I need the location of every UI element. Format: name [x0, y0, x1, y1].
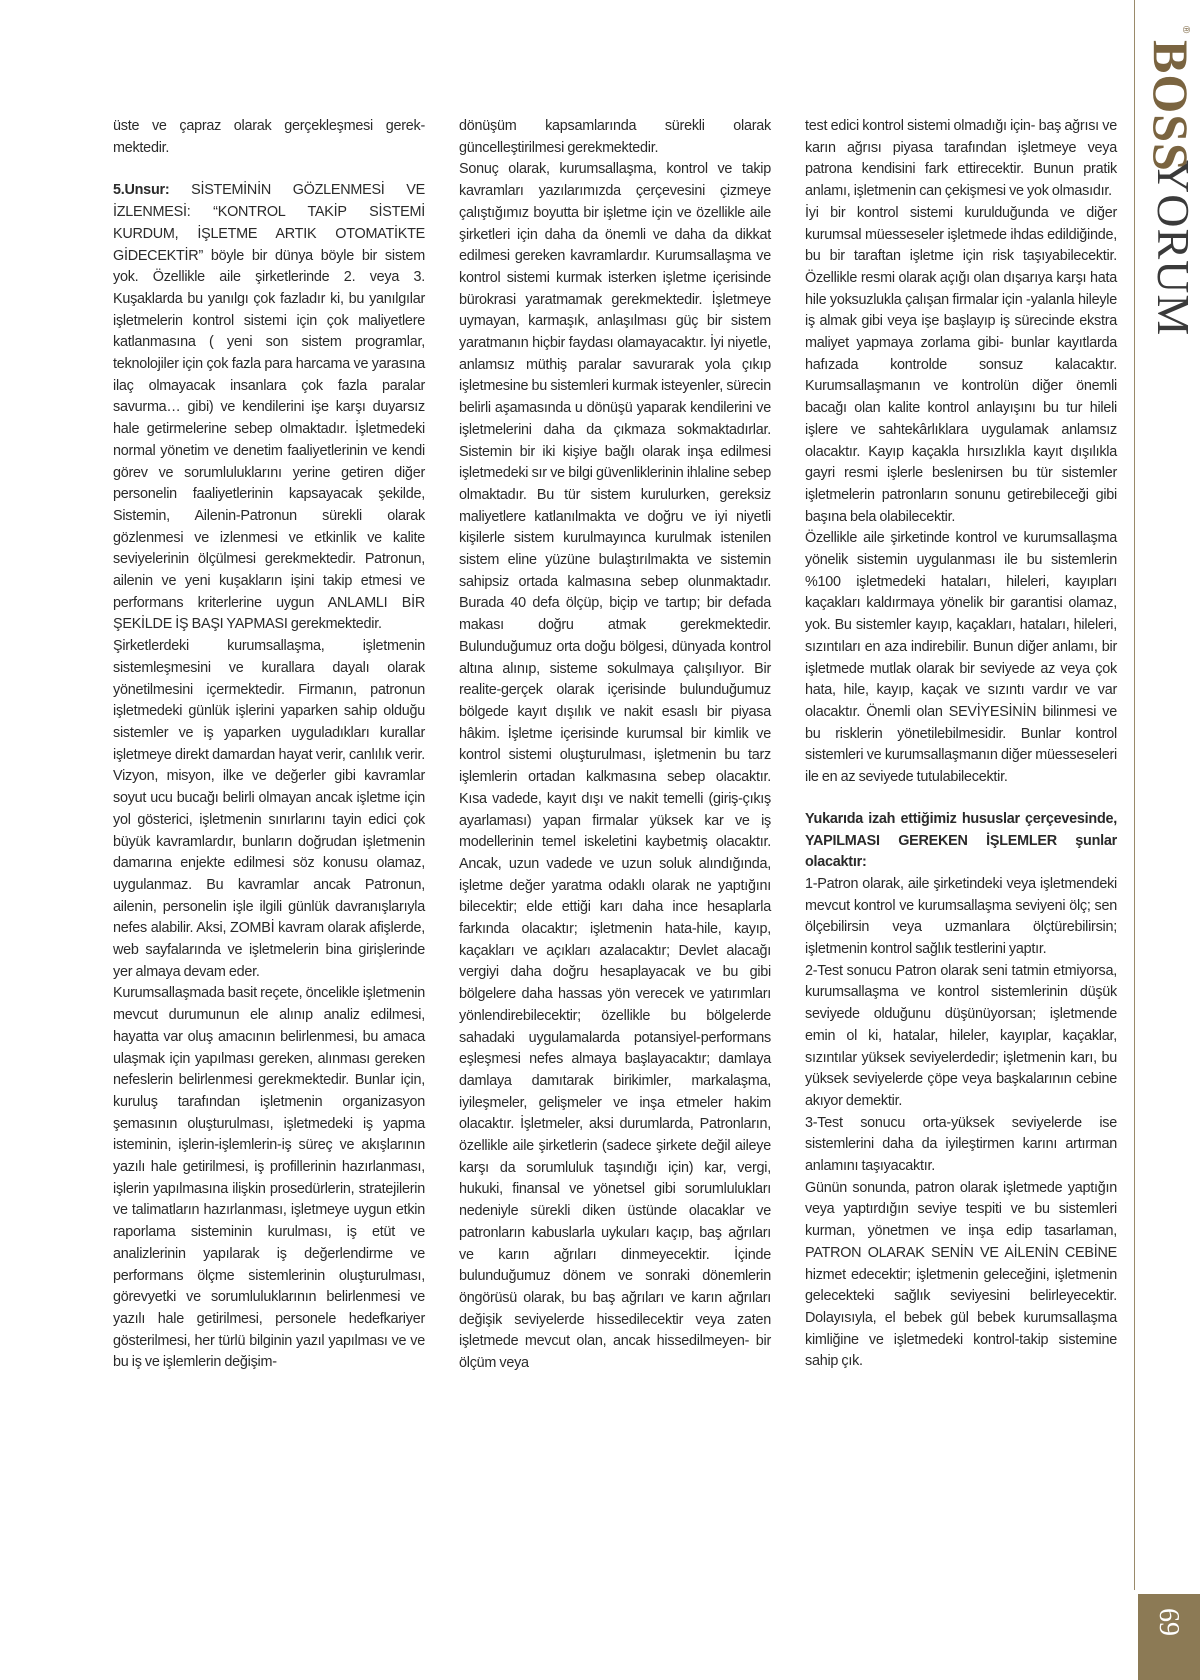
list-item: 3-Test sonucu orta-yüksek seviyelerde ise sistemlerini daha da iyileştirmen karını artırman anlamını taşıyacaktır. [805, 1114, 1117, 1175]
paragraph: üste ve çapraz olarak gerçekleşmesi gerek-mektedir. [113, 118, 425, 156]
section-heading: Yukarıda izah ettiğimiz hususlar çerçevesinde, YAPILMASI GEREKEN İŞLEMLER şunlar olacaktır: [805, 810, 1117, 871]
registered-mark: ® [1180, 25, 1192, 34]
list-item: 2-Test sonucu Patron olarak seni tatmin etmiyorsa, kurumsallaşma ve kontrol sistemlerinin düşük seviyede olduğunu düşünüyorsan; işletmende emin ol ki, hatalar, hileler, kayıplar, kaçaklar, sızıntılar yüksek seviyelerdedir; işletmenin karı, bu yüksek seviyelerde çöpe veya başkalarının cebine akıyor demektir. [805, 962, 1117, 1109]
paragraph: Özellikle aile şirketinde kontrol ve kurumsallaşma yönelik sistemin uygulanması ile bu sistemlerin %100 işletmedeki hataları, hileleri, kayıpları kaçakları kaldırmaya yönelik bir garantisi olamaz, yok. Bu sistemler kayıp, kaçakları, hataları, hileleri, sızıntıları en aza indirebilir. Bunun diğer anlamı, bir işletmede mutlak olarak bir seviyede az veya çok hata, hile, kayıp, kaçak ve sızıntı vardır ve var olacaktır. Önemli olan SEVİYESİNİN bilinmesi ve bu risklerin yönetilebilmesidir. Bunlar kontrol sistemleri ve kurumsallaşmanın diğer müesseseleri ile en az seviyede tutulabilecektir. [805, 530, 1117, 786]
brand-logo: BOSS [1143, 40, 1199, 172]
paragraph: İyi bir kontrol sistemi kurulduğunda ve diğer kurumsal müesseseler işletmede ihdas edildiğinde, bu bir taraftan işletme için risk taşıyabilecektir. Özellikle resmi olarak açığı olan dışarıya karşı hata hile yoksuzlukla çalışan firmalar için -yalanla hileyle iş almak gibi veya işe başlayıp iş sürecinde ekstra maliyet yapmaya zorlama gibi- bunlar kayıtlarda hafızada kontrolde sonsuz kalacaktır. Kurumsallaşmanın ve kontrolün diğer önemli bacağı olan kalite kontrol anlayışını bu tur hileli işlere ve sahtekârlıklara uygulamak anlamsız olacaktır. Kayıp kaçakla hırsızlıkla kayıt dışılıkla gayri resmi işlerle beslenirsen bu tür sistemler işletmelerin patronların sonunu getirebileceği gibi başına bela olabilecektir. [805, 204, 1117, 525]
paragraph-text: SİSTEMİNİN GÖZLENMESİ VE İZLENMESİ: “KONTROL TAKİP SİSTEMİ KURDUM, İŞLETME ARTIK OTOMATİKTE GİDECEKTİR” böyle bir dünya böyle bir sistem yok. Özellikle aile şirketlerinde 2. veya 3. Kuşaklarda bu yanılgı çok fazladır ki, bu yanılgılar işletmelerin kontrol sistemi için çok maliyetlere katlanmasına ( yeni son sistem programlar, teknolojiler için çok fazla para harcama ve yarasına ilaç olmayacak insanlara çok fazla paralar savurma… gibi) ve kendilerini işe karşı duyarsız hale getirmelerine sebep olmaktadır. İşletmedeki normal yönetim ve denetim faaliyetlerinin ve kendi görev ve sorumluluklarını yerine getiren diğer personelin faaliyetlerinin kapsayacak şekilde, Sistemin, Ailenin-Patronun sürekli olarak gözlenmesi ve izlenmesi ve etkinlik ve kalite seviyelerinin ölçülmesi gerekmektedir. Patronun, ailenin ve yeni kuşakların işini takip etmesi ve performans kriterlerine uygun ANLAMLI BİR ŞEKİLDE İŞ BAŞI YAPMASI gerekmektedir. [113, 182, 425, 633]
unsur-label: 5.Unsur: [113, 182, 170, 199]
paragraph: test edici kontrol sistemi olmadığı için- baş ağrısı ve karın ağrısı piyasa tarafından işletmeye veya patrona kendisini fark ettirecektir. Bunun pratik anlamı, işletmenin can çekişmesi ve yok olmasıdır. [805, 118, 1117, 200]
list-item: 1-Patron olarak, aile şirketindeki veya işletmendeki mevcut kontrol ve kurumsallaşma seviyeni ölç; sen ölçebilirsin veya uzmanlara ölçtürebilirsin; işletmenin kontrol sağlık testlerini yaptır. [805, 875, 1117, 958]
article-column-2 [459, 116, 771, 1375]
sidebar-divider [1134, 0, 1135, 1590]
paragraph: dönüşüm kapsamlarında sürekli olarak güncelleştirilmesi gerekmektedir. [459, 118, 771, 156]
paragraph: Sonuç olarak, kurumsallaşma, kontrol ve takip kavramları yazılarımızda çerçevesini çizmeye çalıştığımız boyutta bir işletme için ve özellikle aile şirketleri için daha da önemli ve daha da dikkat edilmesi gereken kavramlardır. Kurumsallaşma ve kontrol sistemi kurmak isterken işletme içerisinde bürokrasi yaratmamak gerekmektedir. İşletmeye uymayan, karmaşık, anlaşılması güç bir sistem yaratmanın hiçbir faydası olamayacaktır. İyi niyetle, anlamsız müthiş paralar savurarak yola çıkıp işletmesine bu sistemleri kurmak isteyenler, sürecin belirli aşamasında u dönüşü yaparak kendilerini ve işletmelerini daha da çıkmaza sokmaktadırlar. Sistemin bir iki kişiye bağlı olarak inşa edilmesi işletmedeki sır ve bilgi güvenliklerinin ihlaline sebep olmaktadır. Bu tür sistem kurulurken, gereksiz maliyetlere katlanılmakta ve doğru ve iyi niyetli kişilerle sistem kurulmayınca kurulmak istenilen sistem eline yüzüne bulaştırılmakta ve sistemin sahipsiz ortada kalmasına sebep olunmaktadır. Burada 40 defa ölçüp, biçip ve tartıp; bir defada makası doğru atmak gerekmektedir. Bulunduğumuz orta doğu bölgesi, dünyada kontrol altına alınıp, sisteme sokulmaya çalışılıyor. Bir realite-gerçek olarak içerisinde bulunduğumuz bölgede kayıt dışılık ve nakit esaslı bir piyasa hâkim. İşletme içerisinde kurumsal bir kimlik ve kontrol sistemi oluşturulması, işletmenin bu tarz işlemlerin ortadan kalkmasına sebep olacaktır. Kısa vadede, kayıt dışı ve nakit temelli (giriş-çıkış ayarlaması) yapan firmalar yüksek kar ve iş modellerinin temel iskeletini kaybetmiş olacaktır. Ancak, uzun vadede ve uzun soluk alındığında, işletme değer yaratma odaklı olarak ne yaptığını bilecektir; elde ettiği karı daha ince hesaplarla farkında olacaktır; işletmenin hata-hile, kayıp, kaçakları ve açıkları azalacaktır; Devlet alacağı vergiyi daha doğru hesaplayacak ve bu gibi bölgelere daha hassas yön verecek ve yatırımları yönlendirebilecektir; özellikle bu bölgelerde sahadaki uygulamalarda potansiyel-performans eşleşmesi nefes almaya başlayacaktır; damlaya damlaya damıtarak birikimler, markalaşma, iyileşmeler, gelişmeler ve inşa etmeler hakim olacaktır. İşletmeler, aksi durumlarda, Patronların, özellikle aile şirketlerin (sadece şirkete değil aileye karşı da sorumluluk taşındığı için) kar, vergi, hukuki, finansal ve yönetsel gibi sorumlulukları nedeniyle sürekli diken üstünde olacaklar ve patronların kabuslarla uykuları kaçıp, baş ağrıları ve karın ağrıları dinmeyecektir. İçinde bulunduğumuz dönem ve sonraki dönemlerin öngörüsü olarak, bu baş ağrıları ve karın ağrıları değişik seviyelerde hissedilecektir veya zaten işletmede mevcut olan, ancak hissedilmeyen- bir ölçüm veya [459, 161, 771, 1372]
section-sidebar [1134, 0, 1200, 1680]
article-column-1 [113, 116, 425, 1374]
page-number: 69 [1153, 1608, 1184, 1636]
paragraph: Şirketlerdeki kurumsallaşma, işletmenin sistemleşmesini ve kurallara dayalı olarak yönetilmesini içermektedir. Firmanın, patronun işletmedeki günlük işlerini yaparken sahip olduğu sistemler ve iş yaparken uyguladıkları kurallar işletmeye direkt damardan hayat verir, canlılık verir. Vizyon, misyon, ilke ve değerler gibi kavramlar soyut ucu bucağı belirli olmayan ancak işletme için yol gösterici, işletmenin sınırlarını tayin edici çok büyük kavramlardır, bunların doğrudan işletmenin damarına enjekte edilmesi söz konusu olamaz, uygulanmaz. Bu kavramlar ancak Patronun, ailenin, personelin işle ilgili günlük davranışlarıyla nefes alabilir. Aksi, ZOMBİ kavram olarak afişlerde, web sayfalarında ve işletmelerin bina girişlerinde yer almaya devam eder. [113, 638, 425, 980]
paragraph [113, 180, 425, 636]
brand-block [1143, 12, 1199, 337]
section-title: YORUM [1148, 160, 1199, 337]
paragraph: Kurumsallaşmada basit reçete, öncelikle işletmenin mevcut durumunun ele alınıp analiz edilmesi, hayatta var oluş amacının belirlenmesi, bu amaca ulaşmak için yapılması gereken, alınması gereken nefeslerin belirlenmesi gerekmektedir. Bunlar için, kuruluş tarafından işletmenin organizasyon şemasının oluşturulması, işletmedeki iş yapma isteminin, işlerin-işlemlerin-iş süreç ve akışlarının yazılı hale getirilmesi, iş profillerinin hazırlanması, işlerin yapılmasına ilişkin prosedürlerin, stratejilerin ve talimatların hazırlanması, işletmeye uygun etkin raporlama sisteminin kurulması, iş etüt ve analizlerinin yapılarak iş değerlendirme ve performans ölçme sistemlerinin oluşturulması, görevyetki ve sorumluluklarının belirlenmesi ve yazılı hale getirilmesi, personele hedefkariyer gösterilmesi, her türlü bilginin yazıl yapılması ve ve bu iş ve işlemlerin değişim- [113, 985, 425, 1371]
article-column-3 [805, 116, 1117, 1373]
page-number-box [1138, 1594, 1200, 1680]
paragraph: Günün sonunda, patron olarak işletmede yaptığın veya yaptırdığın seviye tespiti ve bu sistemleri kurman, yönetmen ve inşa edip tasarlaman, PATRON OLARAK SENİN VE AİLENİN CEBİNE hizmet edecektir; işletmenin geleceğini, işletmenin gelecekteki sağlık seviyesini belirleyecektir. Dolayısıyla, el bebek gül bebek kurumsallaşma kimliğine ve işletmedeki kontrol-takip sistemine sahip çık. [805, 1179, 1117, 1370]
